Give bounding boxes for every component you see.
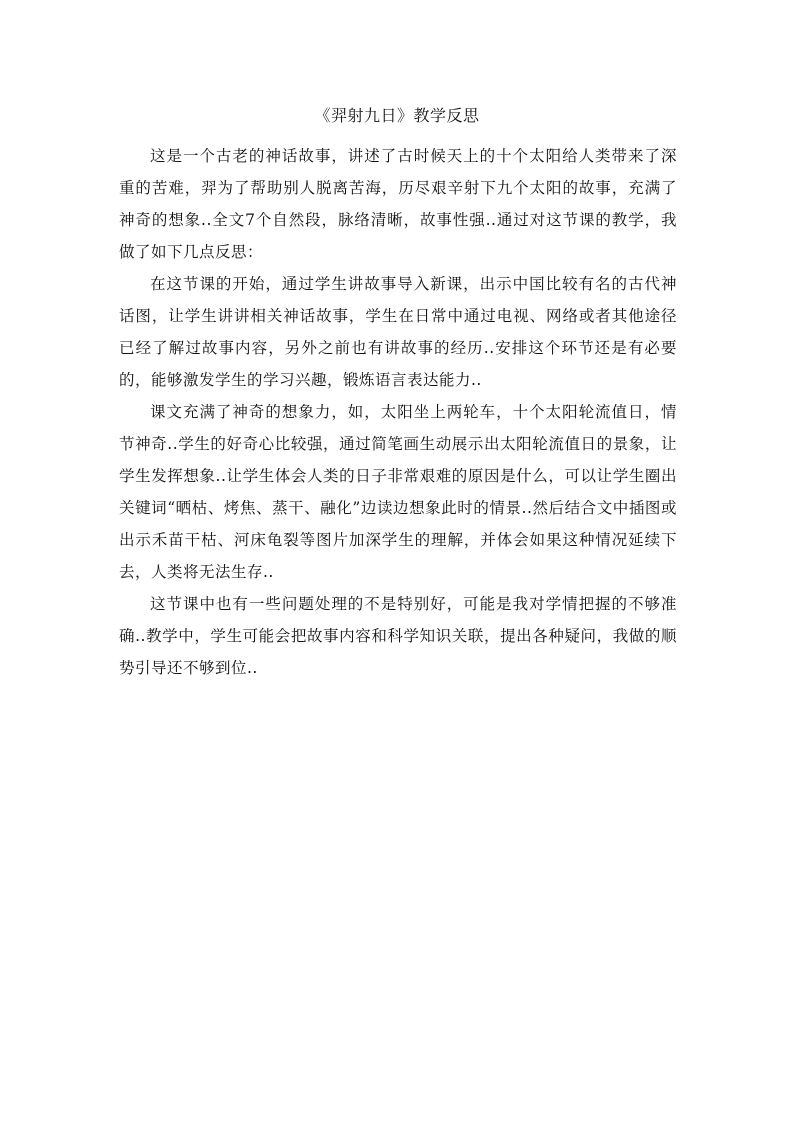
paragraph-imagination: 课文充满了神奇的想象力，如，太阳坐上两轮车，十个太阳轮流值日，情节神奇..学生的好奇心比较强，通过简笔画生动展示出太阳轮流值日的景象，让学生发挥想象..让学生体会人类的日子非常艰难的原因是什么，可以让学生圈出关键词“晒枯、烤焦、蒸干、融化”边读边想象此时的情景..然后结合文中插图或出示禾苗干枯、河床龟裂等图片加深学生的理解，并体会如果这种情况延续下去，人类将无法生存..	[119, 403, 677, 581]
paragraph-intro: 这是一个古老的神话故事，讲述了古时候天上的十个太阳给人类带来了深重的苦难，羿为了帮助别人脱离苦海，历尽艰辛射下九个太阳的故事，充满了神奇的想象..全文7个自然段，脉络清晰，故事性强..通过对这节课的教学，我做了如下几点反思：	[119, 147, 677, 261]
paragraph-lesson-opening: 在这节课的开始，通过学生讲故事导入新课，出示中国比较有名的古代神话图，让学生讲讲相关神话故事，学生在日常中通过电视、网络或者其他途径已经了解过故事内容，另外之前也有讲故事的经历..安排这个环节还是有必要的，能够激发学生的学习兴趣，锻炼语言表达能力..	[119, 275, 677, 389]
document-title: 《羿射九日》教学反思	[314, 106, 480, 125]
paragraph-problems: 这节课中也有一些问题处理的不是特别好，可能是我对学情把握的不够准确..教学中，学生可能会把故事内容和科学知识关联，提出各种疑问，我做的顺势引导还不够到位..	[119, 595, 677, 677]
document-body	[119, 140, 677, 684]
